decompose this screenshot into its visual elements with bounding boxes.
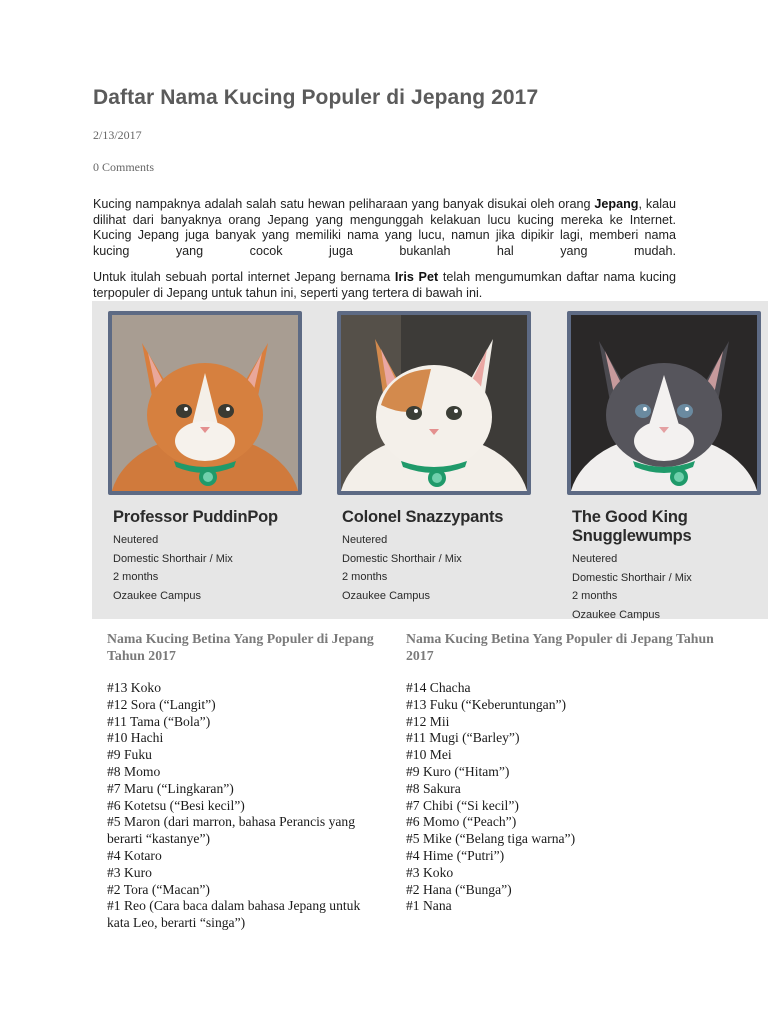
list-item: #4 Hime (“Putri”) bbox=[406, 847, 505, 863]
list-item: #12 Sora (“Langit”) bbox=[107, 696, 216, 712]
cat-photo-illustration bbox=[112, 315, 298, 491]
cat-status: Neutered bbox=[342, 534, 388, 546]
cat-breed: Domestic Shorthair / Mix bbox=[572, 571, 692, 584]
list-item: #1 Nana bbox=[406, 898, 452, 914]
cat-adoption-image bbox=[92, 301, 768, 619]
cat-name: Colonel Snazzypants bbox=[342, 508, 504, 526]
names-list bbox=[406, 680, 716, 915]
list-item: #2 Hana (“Bunga”) bbox=[406, 881, 512, 897]
second-bold-iris-pet: Iris Pet bbox=[394, 270, 439, 284]
list-item: #7 Chibi (“Si kecil”) bbox=[406, 797, 519, 813]
list-item: #9 Fuku bbox=[107, 747, 152, 763]
cat-card bbox=[108, 311, 308, 605]
list-item: #8 Sakura bbox=[406, 780, 461, 796]
cat-location: Ozaukee Campus bbox=[342, 589, 431, 602]
second-text-2: telah mengumumkan daftar nama kucing terpopuler di Jepang untuk tahun ini, seperti yang tertera di bawah ini. bbox=[93, 270, 676, 300]
list-heading: Nama Kucing Betina Yang Populer di Jepang Tahun 2017 bbox=[107, 631, 374, 663]
list-item: #3 Kuro bbox=[107, 864, 152, 880]
list-item: #9 Kuro (“Hitam”) bbox=[406, 763, 510, 779]
cat-name: Professor PuddinPop bbox=[113, 508, 278, 526]
cat-photo-illustration bbox=[341, 315, 527, 491]
cat-age: 2 months bbox=[342, 571, 388, 583]
cat-status: Neutered bbox=[113, 534, 159, 546]
list-item: #3 Koko bbox=[406, 864, 454, 880]
names-list-right bbox=[406, 630, 716, 915]
list-item: #10 Hachi bbox=[107, 730, 164, 746]
cat-photo bbox=[337, 311, 531, 495]
names-list-left bbox=[107, 630, 377, 932]
cat-photo bbox=[567, 311, 761, 495]
list-item: #5 Mike (“Belang tiga warna”) bbox=[406, 831, 576, 847]
intro-paragraph bbox=[93, 197, 676, 259]
second-paragraph bbox=[93, 270, 676, 301]
cat-name: The Good King Snugglewumps bbox=[572, 508, 692, 545]
cat-age: 2 months bbox=[113, 571, 159, 583]
cat-details bbox=[342, 531, 537, 605]
list-item: #6 Momo (“Peach”) bbox=[406, 814, 517, 830]
cat-photo-illustration bbox=[571, 315, 757, 491]
cat-card bbox=[567, 311, 767, 624]
list-item: #14 Chacha bbox=[406, 680, 471, 695]
intro-bold-japan: Jepang bbox=[594, 197, 639, 211]
cat-details bbox=[113, 531, 308, 605]
list-item: #13 Fuku (“Keberuntungan”) bbox=[406, 696, 567, 712]
list-item: #10 Mei bbox=[406, 747, 452, 763]
post-date: 2/13/2017 bbox=[93, 128, 142, 142]
cat-photo bbox=[108, 311, 302, 495]
cat-age: 2 months bbox=[572, 590, 618, 602]
intro-text-1: Kucing nampaknya adalah salah satu hewan peliharaan yang banyak disukai oleh orang bbox=[93, 197, 595, 211]
cat-details bbox=[572, 550, 767, 624]
list-item: #1 Reo (Cara baca dalam bahasa Jepang untuk kata Leo, berarti “singa”) bbox=[107, 898, 361, 931]
list-item: #4 Kotaro bbox=[107, 847, 162, 863]
list-item: #5 Maron (dari marron, bahasa Perancis yang berarti “kastanye”) bbox=[107, 814, 355, 847]
cat-location: Ozaukee Campus bbox=[572, 608, 661, 621]
list-item: #11 Tama (“Bola”) bbox=[107, 713, 211, 729]
cat-breed: Domestic Shorthair / Mix bbox=[342, 552, 462, 565]
article-title: Daftar Nama Kucing Populer di Jepang 2017 bbox=[93, 86, 539, 109]
list-item: #12 Mii bbox=[406, 713, 450, 729]
list-item: #7 Maru (“Lingkaran”) bbox=[107, 780, 234, 796]
list-item: #6 Kotetsu (“Besi kecil”) bbox=[107, 797, 245, 813]
comments-link[interactable]: 0 Comments bbox=[93, 160, 155, 174]
cat-card bbox=[337, 311, 537, 605]
list-item: #8 Momo bbox=[107, 763, 161, 779]
cat-status: Neutered bbox=[572, 553, 618, 565]
list-item: #13 Koko bbox=[107, 680, 161, 695]
second-text-1: Untuk itulah sebuah portal internet Jepang bernama bbox=[93, 270, 395, 284]
cat-breed: Domestic Shorthair / Mix bbox=[113, 552, 233, 565]
list-item: #2 Tora (“Macan”) bbox=[107, 881, 210, 897]
names-list bbox=[107, 680, 377, 932]
intro-text-2: , kalau dilihat dari banyaknya orang Jepang yang mengunggah kelakuan lucu kucing mereka ke Internet. Kucing Jepang juga banyak yang memiliki nama yang lucu, namun jika dipikir lagi, memberi nama kucing yang cocok juga bukanlah hal yang mudah. bbox=[93, 197, 677, 258]
cat-location: Ozaukee Campus bbox=[113, 589, 202, 602]
list-heading: Nama Kucing Betina Yang Populer di Jepang Tahun 2017 bbox=[406, 631, 714, 663]
list-item: #11 Mugi (“Barley”) bbox=[406, 730, 520, 746]
